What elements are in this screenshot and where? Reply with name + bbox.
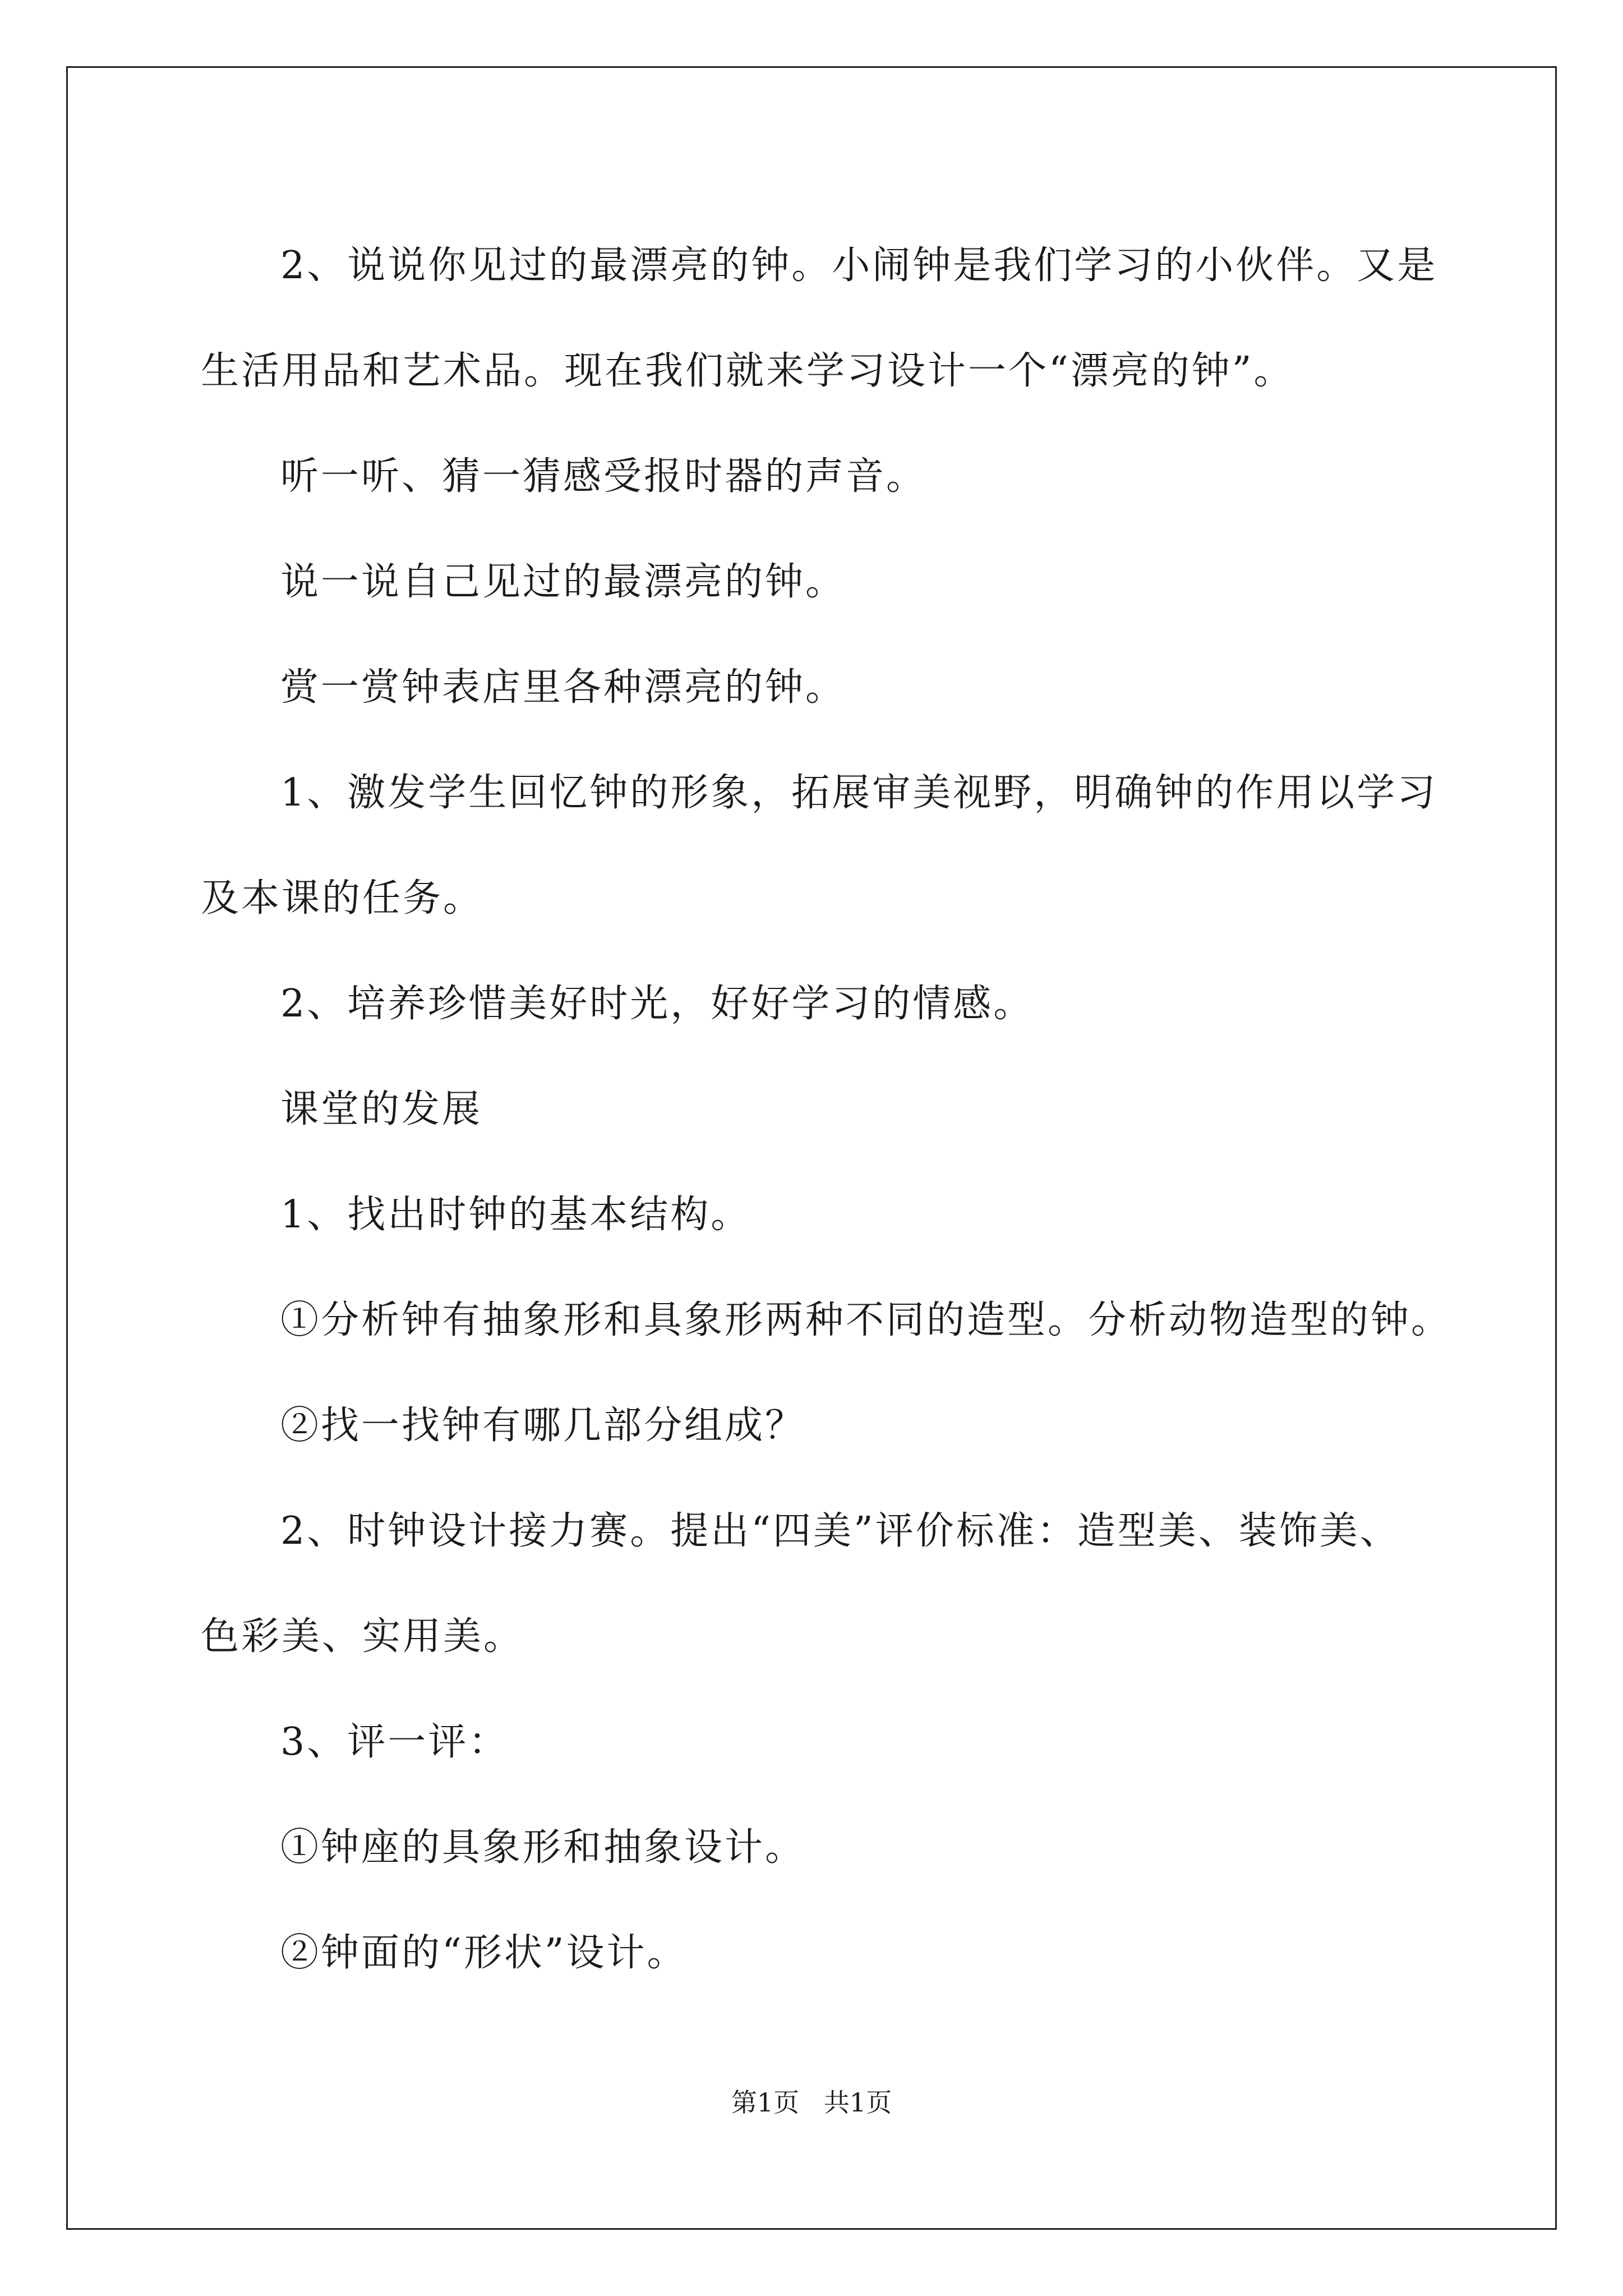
paragraph-line: 2、培养珍惜美好时光，好好学习的情感。 xyxy=(280,982,1034,1026)
paragraph-line: 1、找出时钟的基本结构。 xyxy=(280,1193,751,1237)
paragraph-line: 1、激发学生回忆钟的形象，拓展审美视野，明确钟的作用以学习 xyxy=(280,771,1438,815)
paragraph-line: 听一听、猜一猜感受报时器的声音。 xyxy=(280,454,927,499)
paragraph-line: ②找一找钟有哪几部分组成？ xyxy=(280,1404,806,1448)
paragraph-line: 色彩美、实用美。 xyxy=(201,1614,524,1659)
paragraph-line: ②钟面的“形状”设计。 xyxy=(280,1931,688,1975)
paragraph-line: 2、说说你见过的最漂亮的钟。小闹钟是我们学习的小伙伴。又是 xyxy=(280,243,1438,288)
document-body xyxy=(201,213,1479,2006)
paragraph-line: 及本课的任务。 xyxy=(201,876,484,921)
section-heading: 课堂的发展 xyxy=(280,1087,483,1131)
paragraph-line: ①分析钟有抽象形和具象形两种不同的造型。分析动物造型的钟。 xyxy=(280,1298,1452,1342)
paragraph-line: 赏一赏钟表店里各种漂亮的钟。 xyxy=(280,665,846,710)
page-footer: 第1页 共1页 xyxy=(731,2087,892,2118)
paragraph-line: 生活用品和艺术品。现在我们就来学习设计一个“漂亮的钟”。 xyxy=(201,349,1294,393)
paragraph-line: 说一说自己见过的最漂亮的钟。 xyxy=(280,560,846,604)
paragraph-line: ①钟座的具象形和抽象设计。 xyxy=(280,1825,806,1870)
paragraph-line: 2、时钟设计接力赛。提出“四美”评价标准：造型美、装饰美、 xyxy=(280,1509,1400,1553)
paragraph-line: 3、评一评： xyxy=(280,1720,509,1764)
